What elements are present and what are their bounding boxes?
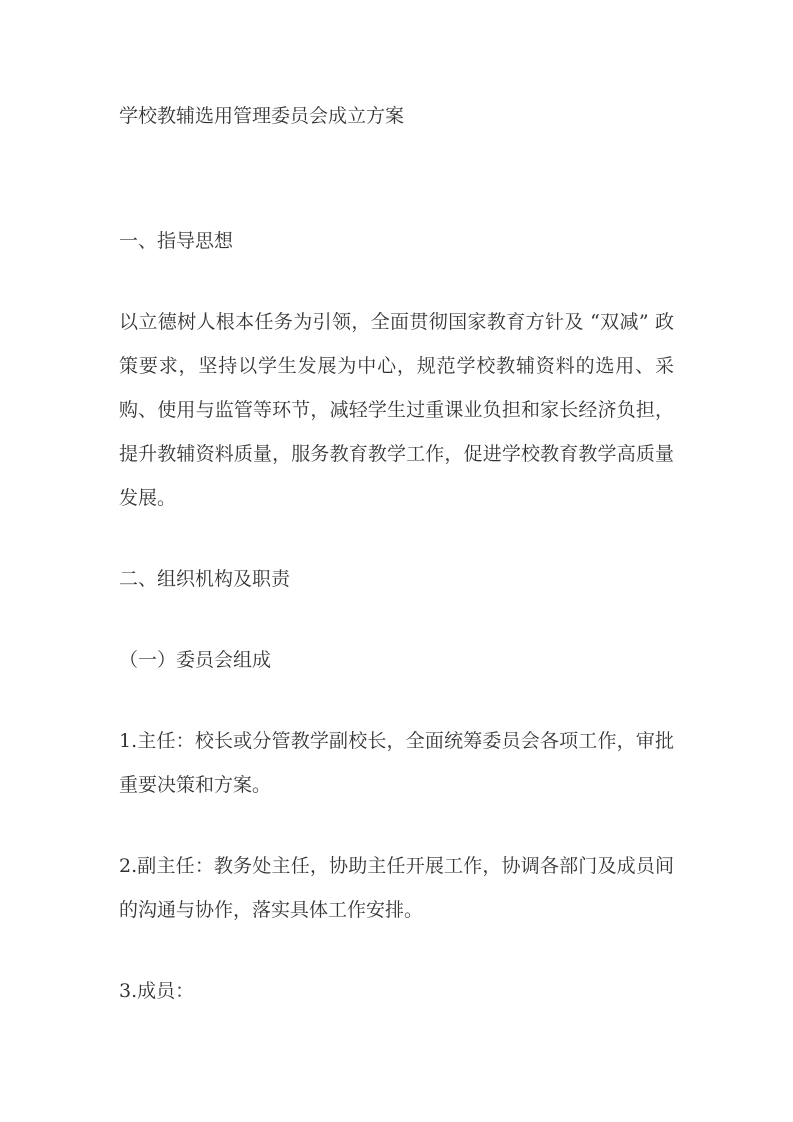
section-heading-organization-duties: 二、组织机构及职责: [119, 568, 291, 590]
paragraph-guiding-ideology: 以立德树人根本任务为引领，全面贯彻国家教育方针及 “双减” 政策要求，坚持以学生发展为中心，规范学校教辅资料的选用、采购、使用与监管等环节，减轻学生过重课业负担和家长经济负担，提升教辅资料质量，服务教育教学工作，促进学校教育教学高质量发展。: [119, 311, 674, 509]
paragraph-director: 1.主任：校长或分管教学副校长，全面统筹委员会各项工作，审批重要决策和方案。: [119, 730, 674, 796]
section-heading-guiding-ideology: 一、指导思想: [119, 230, 234, 252]
document-title: 学校教辅选用管理委员会成立方案: [119, 105, 405, 127]
subsection-heading-committee-composition: （一）委员会组成: [119, 649, 272, 671]
paragraph-members: 3.成员：: [119, 980, 195, 1002]
paragraph-deputy-director: 2.副主任：教务处主任，协助主任开展工作，协调各部门及成员间的沟通与协作，落实具体工作安排。: [119, 855, 674, 921]
